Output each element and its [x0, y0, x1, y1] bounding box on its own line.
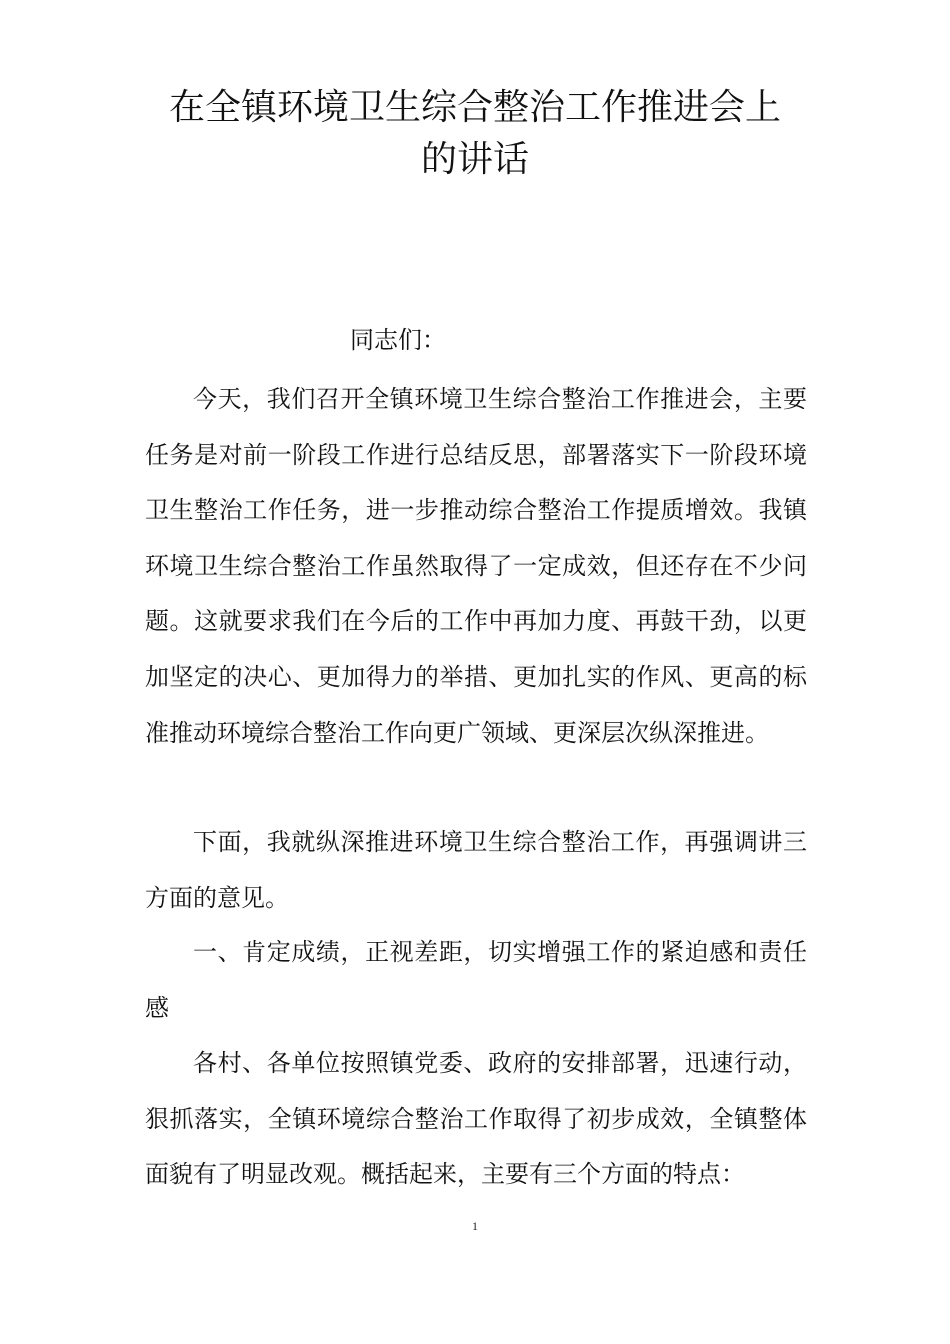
- paragraph-2-block: [145, 815, 807, 926]
- paragraph: 今天，我们召开全镇环境卫生综合整治工作推进会，主要任务是对前一阶段工作进行总结反思，部署落实下一阶段环境卫生整治工作任务，进一步推动综合整治工作提质增效。我镇环境卫生综合整治工作虽然取得了一定成效，但还存在不少问题。这就要求我们在今后的工作中再加力度、再鼓干劲，以更加坚定的决心、更加得力的举措、更加扎实的作风、更高的标准推动环境综合整治工作向更广领域、更深层次纵深推进。: [145, 385, 807, 747]
- section-heading: 一、肯定成绩，正视差距，切实增强工作的紧迫感和责任感: [145, 938, 807, 1022]
- title-line-2: 的讲话: [420, 139, 529, 180]
- paragraph: 各村、各单位按照镇党委、政府的安排部署，迅速行动，狠抓落实，全镇环境综合整治工作取得了初步成效，全镇整体面貌有了明显改观。概括起来，主要有三个方面的特点：: [145, 1049, 807, 1189]
- page-number: 1: [472, 1219, 478, 1233]
- document-title: [130, 82, 820, 186]
- paragraph: 下面，我就纵深推进环境卫生综合整治工作，再强调讲三方面的意见。: [145, 828, 807, 912]
- title-line-1: 在全镇环境卫生综合整治工作推进会上: [168, 87, 781, 128]
- salutation: 同志们：: [350, 326, 446, 354]
- paragraph-4-block: [145, 1036, 807, 1203]
- section-heading-block: [145, 925, 807, 1036]
- paragraph-1-block: [145, 372, 807, 761]
